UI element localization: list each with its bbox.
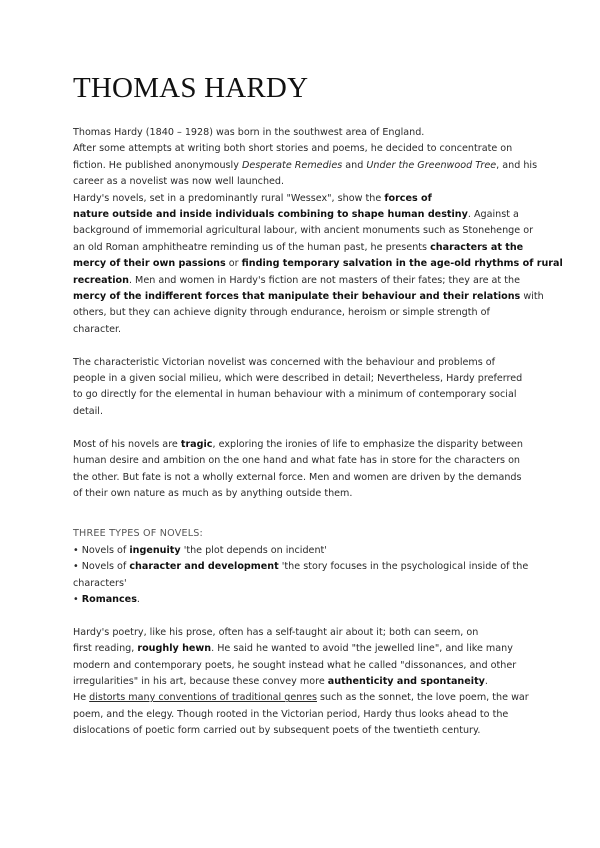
text-line: irregularities" in his art, because these convey more authenticity and spontaneity. [73,675,488,687]
highlight-text: authenticity and spontaneity [327,675,485,687]
text-line: detail. [73,405,104,417]
text-line: of their own nature as much as by anything outside them. [73,487,353,499]
paragraph-victorian-novelist [73,355,543,421]
highlight-text: Romances [81,593,137,605]
text-line: an old Roman amphitheatre reminding us of the human past, he presents characters at the [73,241,524,253]
text-line: others, but they can achieve dignity through endurance, heroism or simple strength of [73,307,490,319]
highlight-text: forces of [384,192,432,204]
highlight-text: mercy of their own passions [73,258,226,270]
highlight-text: nature outside and inside individuals combining to shape human destiny [73,209,468,221]
text-line: After some attempts at writing both short stories and poems, he decided to concentrate on [73,143,513,155]
highlight-text: mercy of the indifferent forces that manipulate their behaviour and their relations [73,291,521,303]
book-title-desperate-remedies: Desperate Remedies [241,159,343,171]
highlight-text: character and development [129,561,279,573]
list-item: • Novels of character and development 'the story focuses in the psychological inside of the [73,561,529,573]
text-line: fiction. He published anonymously Desperate Remedies and Under the Greenwood Tree, and his [73,159,538,171]
page-title: THOMAS HARDY [73,72,309,104]
list-item-continuation: characters' [73,577,127,589]
text-line: people in a given social milieu, which were described in detail; Nevertheless, Hardy preferred [73,373,523,385]
book-title-greenwood-tree: Under the Greenwood Tree [366,159,497,171]
text-line: the other. But fate is not a wholly external force. Men and women are driven by the demands [73,471,522,483]
highlight-text: tragic [180,438,213,450]
section-heading: THREE TYPES OF NOVELS: [73,528,203,540]
text-line: modern and contemporary poets, he sought instead what he called "dissonances, and other [73,659,517,671]
paragraph-poetry [73,625,543,740]
paragraph-biography [73,125,563,338]
text-line: The characteristic Victorian novelist was concerned with the behaviour and problems of [73,356,496,368]
highlight-text: recreation [73,274,129,286]
highlight-text: roughly hewn [137,643,212,655]
text-line: character. [73,323,122,335]
document-body [73,125,563,740]
highlight-text: characters at the [430,241,524,253]
highlight-text: ingenuity [129,544,181,556]
list-item: • Romances. [73,593,140,605]
text-line: Hardy's novels, set in a predominantly rural "Wessex", show the forces of [73,192,432,204]
paragraph-tragic-novels [73,437,543,503]
text-line: Most of his novels are tragic, exploring the ironies of life to emphasize the disparity between [73,438,523,450]
text-line: He distorts many conventions of traditional genres such as the sonnet, the love poem, the war [73,692,529,704]
list-item: • Novels of ingenuity 'the plot depends on incident' [73,544,327,556]
text-line: Hardy's poetry, like his prose, often has a self-taught air about it; both can seem, on [73,626,479,638]
text-line: first reading, roughly hewn. He said he wanted to avoid "the jewelled line", and like many [73,643,513,655]
text-line: human desire and ambition on the one hand and what fate has in store for the characters on [73,455,521,467]
text-line: Thomas Hardy (1840 – 1928) was born in the southwest area of England. [73,127,425,138]
text-line: background of immemorial agricultural labour, with ancient monuments such as Stonehenge or [73,225,534,237]
underlined-text: distorts many conventions of traditional genres [89,692,317,704]
text-line: mercy of the indifferent forces that manipulate their behaviour and their relations with [73,291,544,303]
text-line: nature outside and inside individuals combining to shape human destiny. Against a [73,209,519,221]
text-line: to go directly for the elemental in human behaviour with a minimum of contemporary social [73,389,517,401]
text-line: recreation. Men and women in Hardy's fiction are not masters of their fates; they are at the [73,274,520,286]
text-line: career as a novelist was now well launched. [73,176,285,188]
section-three-types [73,526,543,608]
text-line: dislocations of poetic form carried out by subsequent poets of the twentieth century. [73,725,481,737]
text-line: poem, and the elegy. Though rooted in the Victorian period, Hardy thus looks ahead to the [73,708,509,720]
highlight-text: finding temporary salvation in the age-old rhythms of rural [241,258,563,270]
text-line: mercy of their own passions or finding temporary salvation in the age-old rhythms of rural [73,258,563,270]
